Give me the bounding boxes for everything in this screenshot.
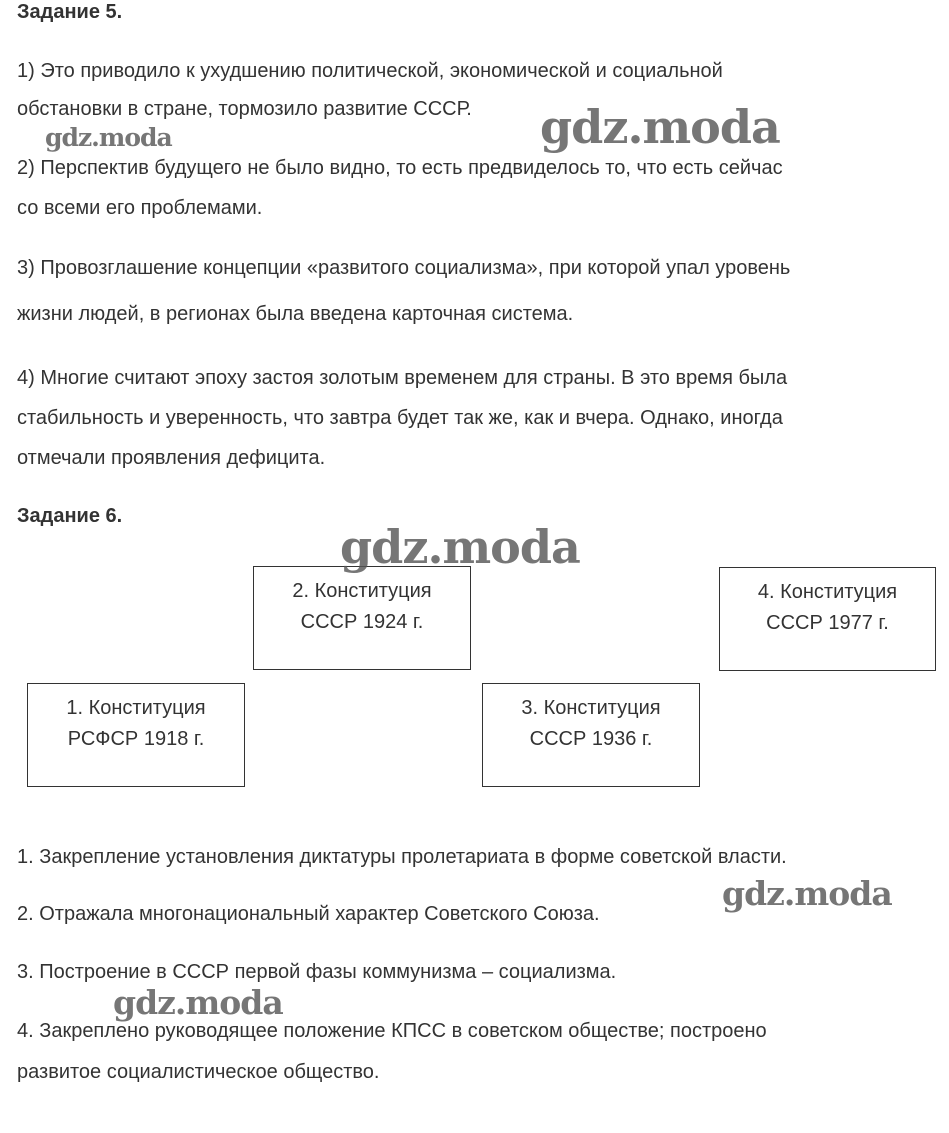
task5-answer-3-line1: 3) Провозглашение концепции «развитого социализма», при которой упал уровень xyxy=(17,257,791,279)
task5-answer-2-line1: 2) Перспектив будущего не было видно, то есть предвиделось то, что есть сейчас xyxy=(17,157,783,179)
watermark-logo: gdz.moda xyxy=(113,983,283,1022)
constitution-box-1936-line1: 3. Конституция xyxy=(521,697,661,719)
task5-heading: Задание 5. xyxy=(17,1,123,23)
task5-answer-4-line3: отмечали проявления дефицита. xyxy=(17,447,326,469)
task5-answer-4-line1: 4) Многие считают эпоху застоя золотым временем для страны. В это время была xyxy=(17,367,788,389)
task6-heading: Задание 6. xyxy=(17,505,123,527)
watermark-logo: gdz.moda xyxy=(722,874,892,913)
task5-answer-2-line2: со всеми его проблемами. xyxy=(17,197,263,219)
constitution-box-1924-line1: 2. Конституция xyxy=(292,580,432,602)
task6-answer-1: 1. Закрепление установления диктатуры пролетариата в форме советской власти. xyxy=(17,846,787,868)
task5-answer-4-line2: стабильность и уверенность, что завтра будет так же, как и вчера. Однако, иногда xyxy=(17,407,783,429)
constitution-box-1977 xyxy=(719,567,936,671)
task6-answer-4-line2: развитое социалистическое общество. xyxy=(17,1061,380,1083)
constitution-box-1918-line1: 1. Конституция xyxy=(66,697,206,719)
constitution-box-1977-line2: СССР 1977 г. xyxy=(766,612,889,634)
watermark-logo: gdz.moda xyxy=(340,520,580,574)
task6-answer-2: 2. Отражала многонациональный характер Советского Союза. xyxy=(17,903,600,925)
watermark-logo: gdz.moda xyxy=(540,100,780,154)
constitution-box-1977-line1: 4. Конституция xyxy=(757,581,898,603)
task5-answer-3-line2: жизни людей, в регионах была введена карточная система. xyxy=(17,303,574,325)
constitution-box-1918-line2: РСФСР 1918 г. xyxy=(67,728,205,750)
constitution-box-1924-line2: СССР 1924 г. xyxy=(300,611,424,633)
task5-answer-1-line2: обстановки в стране, тормозило развитие СССР. xyxy=(17,98,472,120)
task6-answer-4-line1: 4. Закреплено руководящее положение КПСС в советском обществе; построено xyxy=(17,1020,767,1042)
constitution-box-1936-line2: СССР 1936 г. xyxy=(529,728,653,750)
constitution-box-1918 xyxy=(27,683,245,787)
task5-answer-1-line1: 1) Это приводило к ухудшению политической, экономической и социальной xyxy=(17,60,723,82)
watermark-logo: gdz.moda xyxy=(45,123,172,152)
constitution-box-1924 xyxy=(253,566,471,670)
task6-answer-3: 3. Построение в СССР первой фазы коммунизма – социализма. xyxy=(17,961,617,983)
constitution-box-1936 xyxy=(482,683,700,787)
